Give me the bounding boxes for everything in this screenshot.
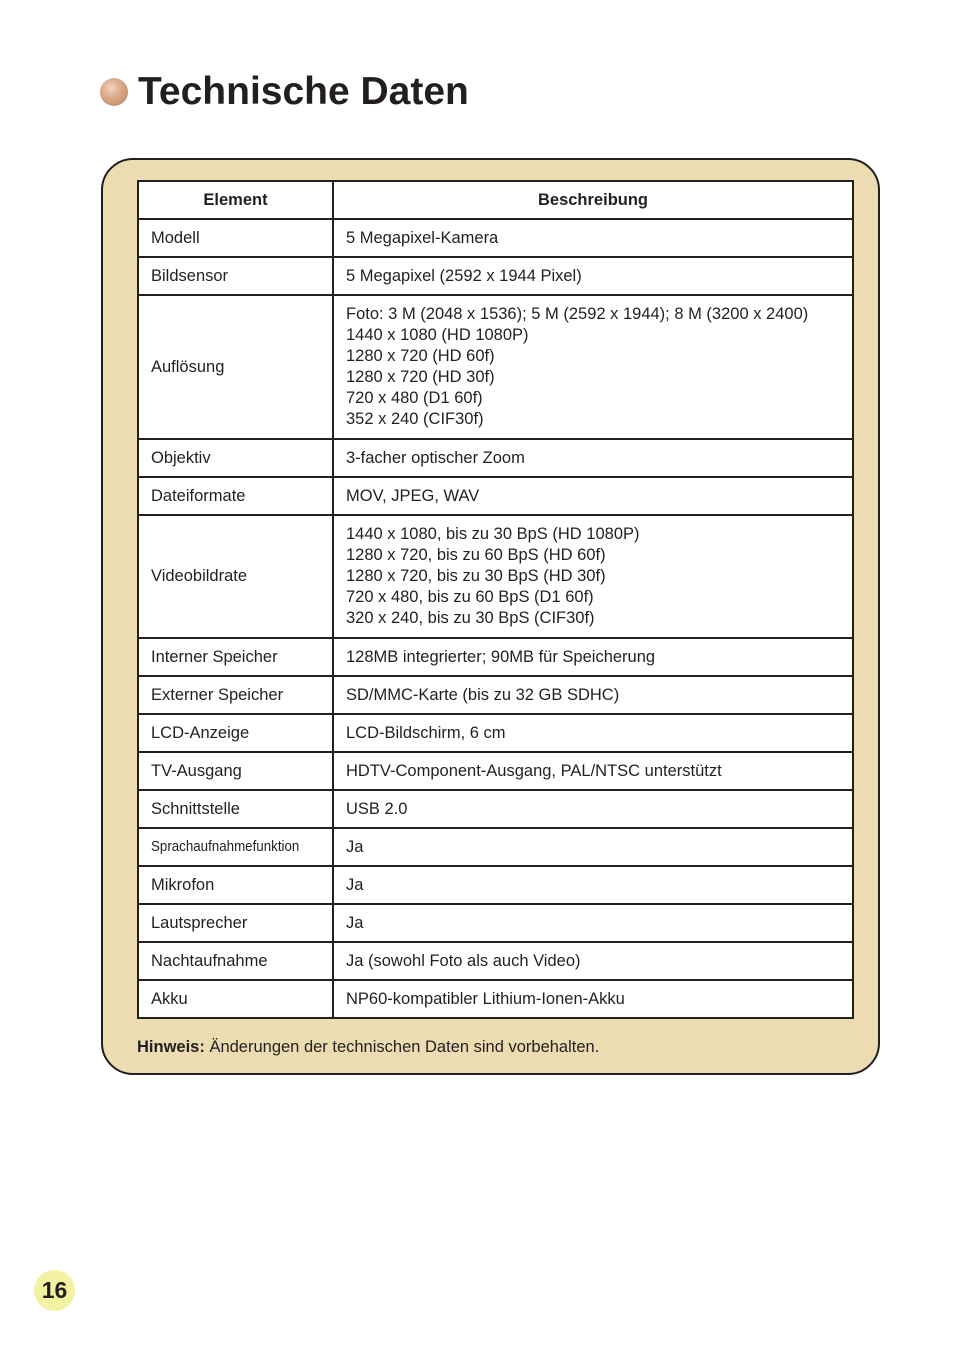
cell-description [333,295,853,439]
cell-element [138,866,333,904]
description-line: MOV, JPEG, WAV [346,486,480,505]
element-label: Mikrofon [151,875,215,894]
description-line: NP60-kompatibler Lithium-Ionen-Akku [346,989,625,1008]
table-header-row [138,181,853,219]
cell-description [333,790,853,828]
element-label: Dateiformate [151,486,246,505]
element-label: Nachtaufnahme [151,951,268,970]
cell-description [333,638,853,676]
cell-element [138,676,333,714]
description-line: SD/MMC-Karte (bis zu 32 GB SDHC) [346,685,620,704]
cell-element [138,257,333,295]
table-row [138,904,853,942]
description-line: Ja [346,837,364,856]
table-row [138,638,853,676]
cell-element [138,904,333,942]
table-row [138,219,853,257]
description-line: 3-facher optischer Zoom [346,448,525,467]
header-element: Element [138,181,333,219]
element-label: Sprachaufnahmefunktion [151,839,300,855]
cell-description [333,515,853,638]
description-line: Ja [346,875,364,894]
description-line: 320 x 240, bis zu 30 BpS (CIF30f) [346,609,595,627]
cell-description [333,866,853,904]
cell-element [138,439,333,477]
table-row [138,752,853,790]
description-line: 128MB integrierter; 90MB für Speicherung [346,647,656,666]
cell-element [138,942,333,980]
description-line: 352 x 240 (CIF30f) [346,410,484,428]
cell-description [333,219,853,257]
element-label: LCD-Anzeige [151,723,250,742]
element-label: Lautsprecher [151,913,248,932]
table-row [138,439,853,477]
element-label: Bildsensor [151,266,229,285]
page-title: Technische Daten [138,70,469,113]
table-row [138,980,853,1018]
element-label: Interner Speicher [151,647,278,666]
cell-description [333,752,853,790]
description-line: HDTV-Component-Ausgang, PAL/NTSC unterstützt [346,761,722,780]
cell-element [138,638,333,676]
table-row [138,676,853,714]
description-line: 720 x 480, bis zu 60 BpS (D1 60f) [346,588,594,606]
cell-description [333,980,853,1018]
description-line: 5 Megapixel-Kamera [346,228,499,247]
table-row [138,295,853,439]
element-label: Objektiv [151,448,211,467]
description-line: 1440 x 1080, bis zu 30 BpS (HD 1080P) [346,525,640,543]
note-label: Hinweis: [137,1038,205,1056]
table-row [138,257,853,295]
cell-element [138,477,333,515]
cell-description [333,257,853,295]
element-label: Videobildrate [151,567,248,585]
description-line: USB 2.0 [346,799,408,818]
element-label: Schnittstelle [151,799,240,818]
cell-element [138,714,333,752]
description-line: 720 x 480 (D1 60f) [346,389,483,407]
cell-description [333,904,853,942]
description-line: Ja [346,913,364,932]
cell-element [138,219,333,257]
spec-table-body [138,219,853,1018]
table-row [138,828,853,866]
description-line: LCD-Bildschirm, 6 cm [346,723,506,742]
element-label: TV-Ausgang [151,761,242,780]
cell-description [333,477,853,515]
element-label: Akku [151,989,188,1008]
title-row [100,70,469,114]
title-bullet-icon [100,78,128,106]
page-number: 16 [34,1270,75,1311]
description-line: 1440 x 1080 (HD 1080P) [346,326,529,344]
cell-element [138,828,333,866]
table-row [138,515,853,638]
element-label: Modell [151,228,200,247]
cell-element [138,515,333,638]
header-description: Beschreibung [333,181,853,219]
cell-description [333,714,853,752]
table-row [138,790,853,828]
note-text: Änderungen der technischen Daten sind vorbehalten. [204,1038,600,1056]
element-label: Externer Speicher [151,685,284,704]
table-row [138,714,853,752]
table-row [138,942,853,980]
cell-element [138,295,333,439]
cell-element [138,980,333,1018]
description-line: Ja (sowohl Foto als auch Video) [346,951,581,970]
table-row [138,477,853,515]
description-line: 1280 x 720, bis zu 60 BpS (HD 60f) [346,546,606,564]
spec-table [137,180,854,1019]
description-line: 5 Megapixel (2592 x 1944 Pixel) [346,266,582,285]
cell-description [333,676,853,714]
cell-description [333,439,853,477]
element-label: Auflösung [151,357,225,376]
cell-description [333,942,853,980]
table-row [138,866,853,904]
cell-description [333,828,853,866]
cell-element [138,790,333,828]
note [137,1038,599,1057]
cell-element [138,752,333,790]
description-line: 1280 x 720, bis zu 30 BpS (HD 30f) [346,567,606,585]
description-line: Foto: 3 M (2048 x 1536); 5 M (2592 x 1944); 8 M (3200 x 2400) [346,305,809,323]
description-line: 1280 x 720 (HD 30f) [346,368,495,386]
description-line: 1280 x 720 (HD 60f) [346,347,495,365]
